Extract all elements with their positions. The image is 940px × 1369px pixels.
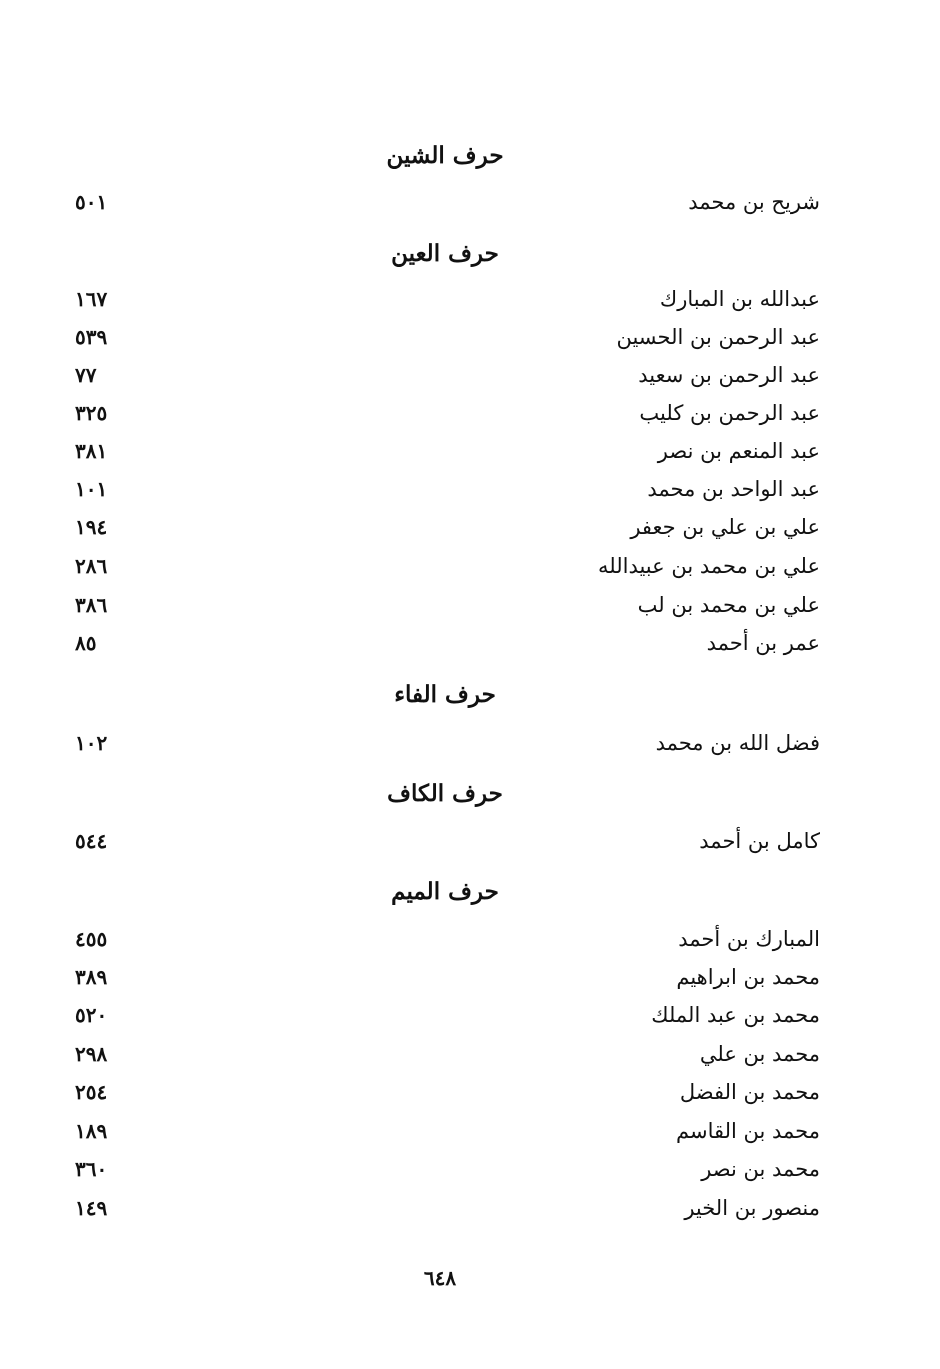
entry-page-number: ١٦٧ <box>75 287 108 311</box>
entry-page-number: ١٠٢ <box>75 731 108 755</box>
entry-name: المبارك بن أحمد <box>678 927 820 951</box>
entry-page-number: ٢٩٨ <box>75 1042 108 1066</box>
entry-page-number: ٥٣٩ <box>75 325 108 349</box>
section-title: حرف الميم <box>391 878 499 905</box>
page-number: ٦٤٨ <box>423 1266 457 1290</box>
entry-name: كامل بن أحمد <box>699 829 820 853</box>
entry-name: عبد الواحد بن محمد <box>647 477 820 501</box>
index-entry <box>0 284 940 314</box>
entry-page-number: ٣٢٥ <box>75 401 108 425</box>
entry-page-number: ٧٧ <box>75 363 97 387</box>
index-entry <box>0 398 940 428</box>
index-entry <box>0 924 940 954</box>
entry-page-number: ٢٥٤ <box>75 1080 108 1104</box>
index-entry <box>0 551 940 581</box>
entry-name: عبد الرحمن بن سعيد <box>638 363 820 387</box>
entry-page-number: ٥٠١ <box>75 190 108 214</box>
entry-name: عمر بن أحمد <box>706 631 820 655</box>
entry-name: عبد الرحمن بن كليب <box>639 401 820 425</box>
section-title: حرف الشين <box>386 142 504 169</box>
entry-name: علي بن علي بن جعفر <box>630 515 820 539</box>
entry-page-number: ١٩٤ <box>75 515 108 539</box>
entry-name: فضل الله بن محمد <box>655 731 820 755</box>
index-entry <box>0 474 940 504</box>
index-entry <box>0 436 940 466</box>
entry-name: محمد بن ابراهيم <box>676 965 820 989</box>
index-entry <box>0 1193 940 1223</box>
entry-name: محمد بن علي <box>699 1042 820 1066</box>
entry-name: عبد الرحمن بن الحسين <box>616 325 820 349</box>
index-entry <box>0 826 940 856</box>
entry-page-number: ٣٦٠ <box>75 1157 108 1181</box>
index-entry <box>0 360 940 390</box>
index-entry <box>0 728 940 758</box>
entry-name: محمد بن عبد الملك <box>651 1003 820 1027</box>
entry-page-number: ٣٨٩ <box>75 965 108 989</box>
index-entry <box>0 962 940 992</box>
index-entry <box>0 1077 940 1107</box>
index-entry <box>0 1154 940 1184</box>
entry-name: عبدالله بن المبارك <box>659 287 820 311</box>
entry-page-number: ١٤٩ <box>75 1196 108 1220</box>
entry-name: علي بن محمد بن لب <box>637 593 820 617</box>
entry-page-number: ٢٨٦ <box>75 554 108 578</box>
entry-page-number: ٣٨٦ <box>75 593 108 617</box>
entry-page-number: ٤٥٥ <box>75 927 108 951</box>
index-entry <box>0 187 940 217</box>
entry-page-number: ٥٤٤ <box>75 829 108 853</box>
entry-name: محمد بن الفضل <box>679 1080 820 1104</box>
entry-name: علي بن محمد بن عبيدالله <box>598 554 820 578</box>
entry-name: منصور بن الخير <box>684 1196 820 1220</box>
entry-page-number: ١٨٩ <box>75 1119 108 1143</box>
section-title: حرف الفاء <box>394 681 496 708</box>
index-entry <box>0 1000 940 1030</box>
entry-name: محمد بن القاسم <box>676 1119 820 1143</box>
entry-page-number: ٥٢٠ <box>75 1003 108 1027</box>
section-title: حرف الكاف <box>387 780 503 807</box>
index-entry <box>0 322 940 352</box>
index-entry <box>0 1039 940 1069</box>
entry-page-number: ١٠١ <box>75 477 108 501</box>
entry-name: شريح بن محمد <box>688 190 820 214</box>
index-entry <box>0 512 940 542</box>
entry-name: عبد المنعم بن نصر <box>657 439 820 463</box>
index-entry <box>0 590 940 620</box>
section-title: حرف العين <box>391 240 499 267</box>
index-entry <box>0 628 940 658</box>
entry-name: محمد بن نصر <box>701 1157 820 1181</box>
entry-page-number: ٨٥ <box>75 631 97 655</box>
entry-page-number: ٣٨١ <box>75 439 108 463</box>
index-entry <box>0 1116 940 1146</box>
